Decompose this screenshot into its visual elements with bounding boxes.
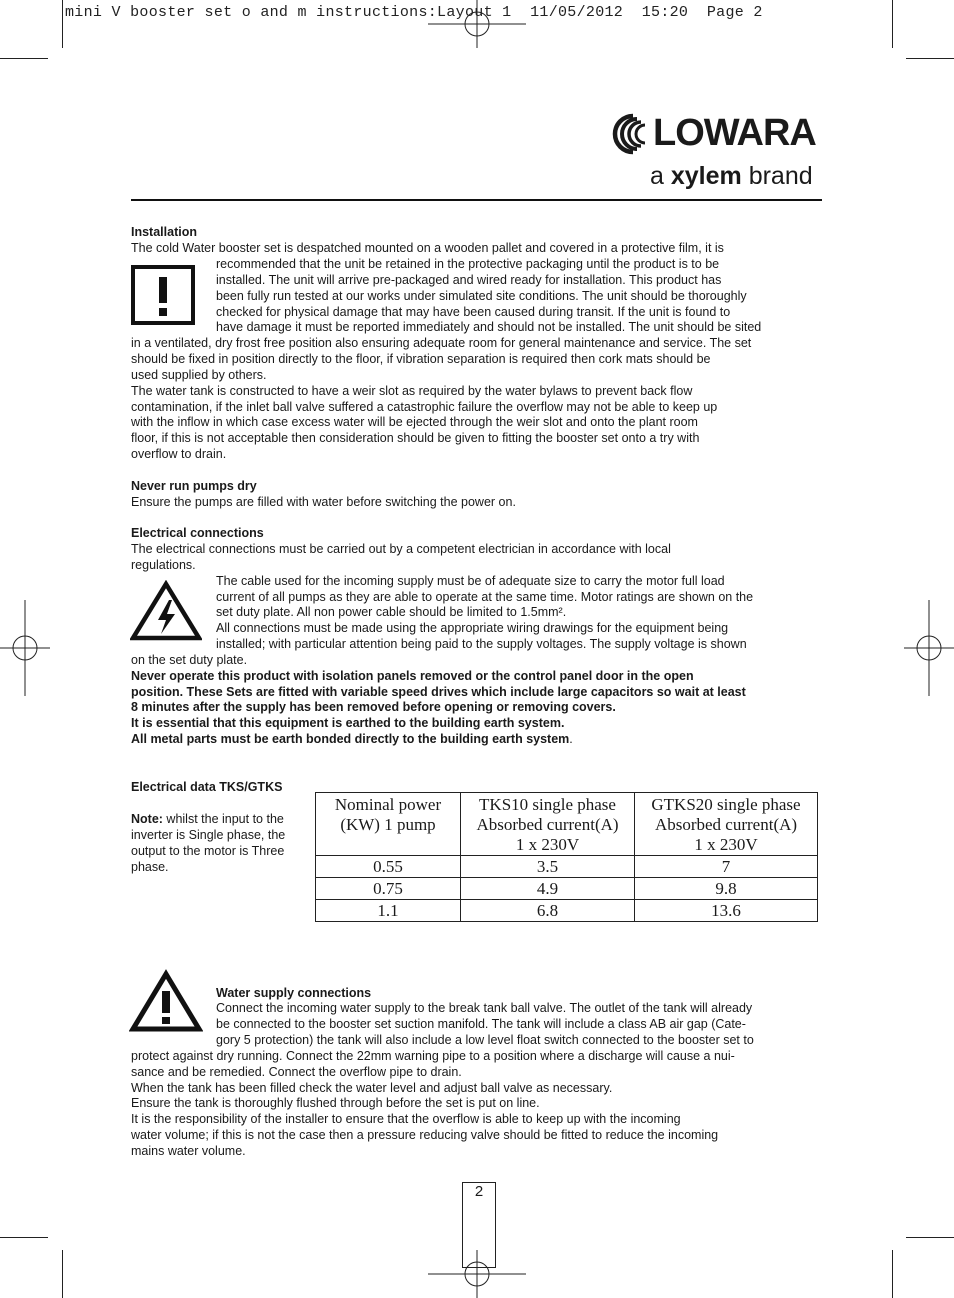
dry-run-text: Ensure the pumps are filled with water before switching the power on. — [131, 495, 516, 509]
note-text: whilst the input to the — [162, 812, 284, 826]
earth-bond-line — [131, 732, 573, 748]
electrical-data-table — [315, 792, 818, 922]
electrical-line: All connections must be made using the appropriate wiring drawings for the equipment being — [216, 621, 729, 635]
water-line: be connected to the booster set suction manifold. The tank will include a class AB air gap (Cate- — [216, 1017, 746, 1031]
brand-tagline — [650, 162, 813, 191]
tagline-a: a — [650, 162, 664, 190]
water-line: Ensure the tank is thoroughly flushed through before the set is put on line. — [131, 1096, 540, 1110]
installation-line: in a ventilated, dry frost free position also ensuring adequate room for general maintenance and service. The set — [131, 336, 752, 350]
installation-line: contamination, if the inlet ball valve suffered a catastrophic failure the overflow may not be able to keep up — [131, 400, 718, 414]
water-line: When the tank has been filled check the water level and adjust ball valve as necessary. — [131, 1081, 613, 1095]
electrical-line: regulations. — [131, 558, 196, 572]
installation-line: checked for physical damage that may have been caused during transit. If the unit is found to — [216, 305, 731, 319]
lowara-logo-icon — [612, 113, 654, 155]
table-cell: 6.8 — [461, 900, 635, 922]
dry-run-heading: Never run pumps dry — [131, 479, 257, 493]
table-header-row — [316, 793, 818, 856]
crop-mark — [0, 1237, 48, 1238]
installation-line: should be fixed in position directly to the floor, if vibration separation is required then cork mats should be — [131, 352, 711, 366]
print-date: 11/05/2012 — [530, 4, 624, 21]
header-nominal-power — [316, 793, 461, 856]
electrical-warning: 8 minutes after the supply has been removed before opening or removing covers. — [131, 700, 616, 714]
page-number-box — [462, 1182, 496, 1268]
registration-mark-left — [0, 600, 50, 696]
note-label: Note: — [131, 812, 163, 826]
header-text: (KW) 1 pump — [340, 815, 436, 834]
page-number: 2 — [474, 1183, 484, 1200]
logo-wordmark: LOWARA — [653, 112, 816, 154]
earth-bond-text: All metal parts must be earth bonded directly to the building earth system — [131, 732, 570, 746]
note-text: phase. — [131, 860, 169, 874]
print-page: Page 2 — [706, 4, 763, 21]
print-time: 15:20 — [641, 4, 689, 21]
water-line: protect against dry running. Connect the 22mm warning pipe to a position where a discharge will cause a nui- — [131, 1049, 735, 1063]
table-cell: 0.75 — [316, 878, 461, 900]
tagline-xylem: xylem — [670, 162, 742, 190]
crop-mark — [62, 1250, 63, 1298]
water-heading: Water supply connections — [216, 986, 372, 1000]
crop-mark — [0, 58, 48, 59]
table-cell: 1.1 — [316, 900, 461, 922]
table-cell: 4.9 — [461, 878, 635, 900]
installation-line: The water tank is constructed to have a weir slot as required by the water bylaws to prevent back flow — [131, 384, 693, 398]
electric-hazard-icon — [130, 580, 202, 642]
table-row — [316, 900, 818, 922]
header-text: 1 x 230V — [694, 835, 758, 854]
header-rule — [131, 199, 822, 201]
electrical-heading: Electrical connections — [131, 526, 264, 540]
header-text: 1 x 230V — [515, 835, 580, 854]
header-tks10 — [461, 793, 635, 856]
crop-mark — [892, 1250, 893, 1298]
water-line: Connect the incoming water supply to the break tank ball valve. The outlet of the tank will already — [216, 1001, 753, 1015]
installation-line: floor, if this is not acceptable then consideration should be given to fitting the booster set onto a try with — [131, 431, 700, 445]
crop-mark — [892, 0, 893, 48]
water-line: It is the responsibility of the installer to ensure that the overflow is able to keep up with the incoming — [131, 1112, 681, 1126]
header-gtks20 — [635, 793, 818, 856]
water-line: sance and be remedied. Connect the overflow pipe to drain. — [131, 1065, 462, 1079]
water-line: water volume; if this is not the case then a pressure reducing valve should be fitted to reduce the incoming — [131, 1128, 719, 1142]
table-cell: 0.55 — [316, 856, 461, 878]
installation-line: recommended that the unit be retained in the protective packaging until the product is to be — [216, 257, 720, 271]
print-slug: mini V booster set o and m instructions:Layout 1 — [65, 4, 512, 21]
crop-mark — [906, 58, 954, 59]
table-row — [316, 878, 818, 900]
header-text: Nominal power — [334, 795, 442, 814]
crop-mark — [62, 0, 63, 48]
electrical-warning: Never operate this product with isolation panels removed or the control panel door in the open — [131, 669, 694, 683]
electrical-data-note — [131, 811, 285, 875]
header-text: GTKS20 single phase — [651, 795, 801, 814]
electrical-warning: It is essential that this equipment is earthed to the building earth system. — [131, 716, 565, 730]
electrical-line: The cable used for the incoming supply must be of adequate size to carry the motor full load — [216, 574, 725, 588]
installation-line: been fully run tested at our works under simulated site conditions. The unit should be thoroughly — [216, 289, 747, 303]
installation-line: The cold Water booster set is despatched mounted on a wooden pallet and covered in a protective film, it is — [131, 241, 724, 255]
header-text: Absorbed current(A) — [654, 815, 798, 834]
water-line: gory 5 protection) the tank will also include a low level float switch connected to the booster set to — [216, 1033, 754, 1047]
crop-mark — [906, 1237, 954, 1238]
header-text: TKS10 single phase — [479, 795, 616, 814]
table-row — [316, 856, 818, 878]
tagline-brand: brand — [748, 162, 813, 190]
installation-line: with the inflow in which case excess water will be ejected through the weir slot and onto the plant room — [131, 415, 698, 429]
note-text: inverter is Single phase, the — [131, 828, 286, 842]
electrical-data-heading: Electrical data TKS/GTKS — [131, 780, 283, 794]
electrical-line: installed; with particular attention being paid to the supply voltages. The supply voltage is shown — [216, 637, 747, 651]
print-header — [65, 4, 763, 21]
header-text: Absorbed current(A) — [476, 815, 619, 834]
installation-line: have damage it must be reported immediately and should not be installed. The unit should be sited — [216, 320, 762, 334]
water-line: mains water volume. — [131, 1144, 246, 1158]
electrical-line: set duty plate. All non power cable should be limited to 1.5mm². — [216, 605, 567, 619]
installation-heading: Installation — [131, 225, 197, 239]
note-text: output to the motor is Three — [131, 844, 285, 858]
warning-triangle-icon — [129, 969, 203, 1033]
installation-line: used supplied by others. — [131, 368, 267, 382]
registration-mark-right — [904, 600, 954, 696]
caution-icon — [131, 265, 195, 325]
table-cell: 13.6 — [635, 900, 818, 922]
electrical-line: The electrical connections must be carried out by a competent electrician in accordance with local — [131, 542, 671, 556]
electrical-line: on the set duty plate. — [131, 653, 248, 667]
table-cell: 9.8 — [635, 878, 818, 900]
electrical-line: current of all pumps as they are able to operate at the same time. Motor ratings are shown on the — [216, 590, 754, 604]
table-cell: 3.5 — [461, 856, 635, 878]
electrical-warning: position. These Sets are fitted with variable speed drives which include large capacitors so wait at least — [131, 685, 746, 699]
installation-line: overflow to drain. — [131, 447, 227, 461]
earth-bond-period: . — [569, 732, 573, 746]
installation-line: installed. The unit will arrive pre-packaged and wired ready for installation. This product has — [216, 273, 722, 287]
table-cell: 7 — [635, 856, 818, 878]
